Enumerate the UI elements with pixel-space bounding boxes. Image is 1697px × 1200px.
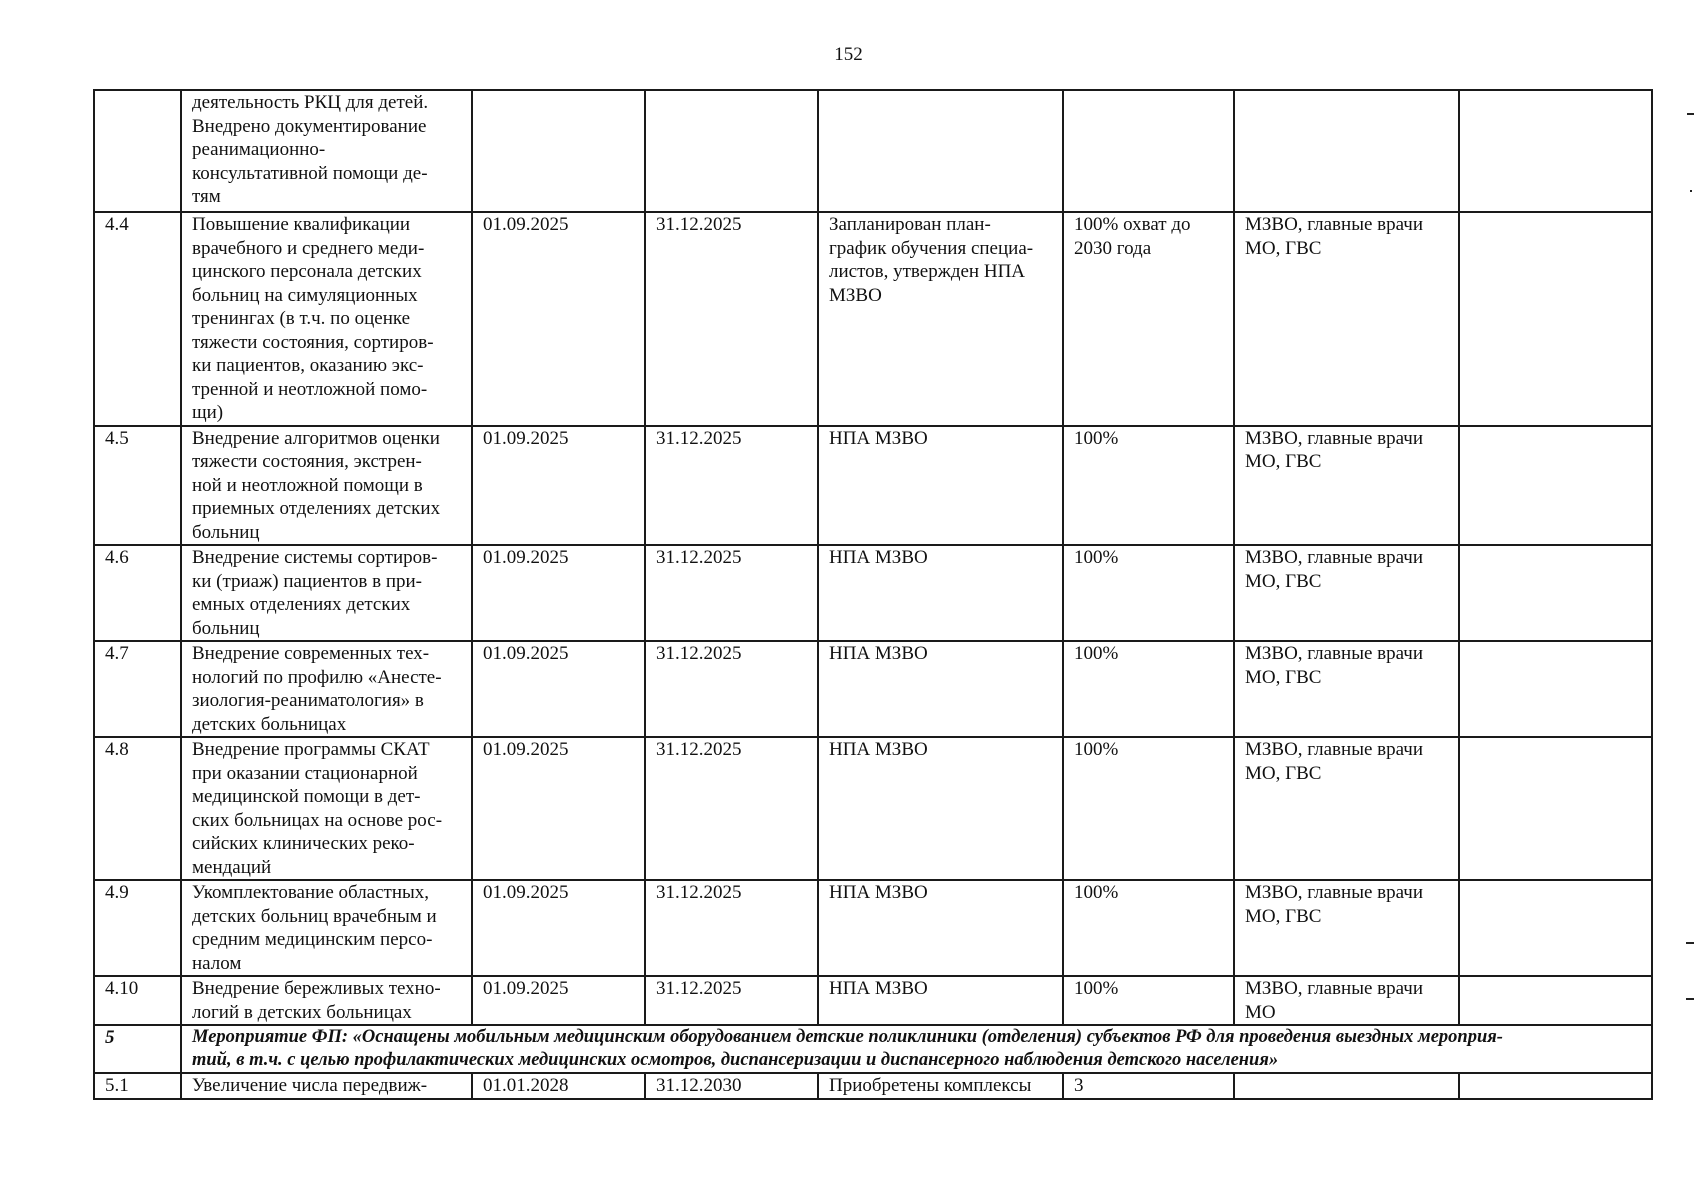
section-title-line: тий, в т.ч. с целью профилактических медицинских осмотров, диспансеризации и диспансерного наблюдения детского населения» (192, 1050, 1279, 1070)
section-title-line: Мероприятие ФП: «Оснащены мобильным медицинским оборудованием детские поликлиники (отделения) субъектов РФ для проведения выездных мероприя- (192, 1027, 1503, 1047)
start-date: 01.09.2025 (472, 545, 645, 641)
responsible (1234, 545, 1459, 641)
responsible (1234, 737, 1459, 880)
measure-name-line: ских больницах на основе рос- (192, 809, 443, 831)
measure-name-line: средним медицинским персо- (192, 929, 433, 950)
result-line: НПА МЗВО (829, 547, 928, 568)
responsible-line: МЗВО, главные врачи (1245, 739, 1424, 760)
responsible-line: МЗВО, главные врачи (1245, 427, 1424, 449)
measure-name-line: приемных отделениях детских (192, 498, 441, 519)
result-line: НПА МЗВО (829, 427, 928, 449)
responsible-line: МЗВО, главные врачи (1245, 214, 1424, 235)
note (1459, 426, 1652, 546)
indicator (1063, 976, 1234, 1025)
measure-name-line: Внедрение системы сортиров- (192, 547, 438, 568)
measure-name-line: зиология-реаниматология» в (192, 690, 424, 711)
end-date: 31.12.2025 (645, 737, 818, 880)
measure-name-line: тяжести состояния, сортиров- (192, 331, 434, 353)
table-row (94, 1073, 1652, 1099)
note (1459, 880, 1652, 976)
row-number: 4.10 (94, 976, 181, 1025)
row-number: 5.1 (94, 1073, 181, 1099)
indicator-line: 100% (1074, 427, 1119, 449)
indicator (1063, 212, 1234, 426)
end-date: 31.12.2025 (645, 976, 818, 1025)
measure-name-line: больниц (192, 521, 260, 543)
note (1459, 90, 1652, 212)
indicator-line: 100% (1074, 978, 1119, 999)
indicator-line: 3 (1074, 1075, 1084, 1096)
start-date: 01.09.2025 (472, 880, 645, 976)
measure-name-line: медицинской помощи в дет- (192, 786, 421, 807)
end-date: 31.12.2030 (645, 1073, 818, 1099)
indicator-line: 100% охват до (1074, 214, 1191, 235)
end-date (645, 90, 818, 212)
measure-name (181, 90, 472, 212)
scan-mark (1690, 190, 1692, 192)
result (818, 976, 1063, 1025)
measure-name-line: мендаций (192, 856, 272, 878)
measure-name-line: тренной и неотложной помо- (192, 378, 428, 400)
measure-name-line: Внедрение программы СКАТ (192, 739, 430, 760)
table-row (94, 212, 1652, 426)
end-date: 31.12.2025 (645, 641, 818, 737)
measure-name-line: тяжести состояния, экстрен- (192, 451, 422, 472)
measure-name-line: консультативной помощи де- (192, 162, 428, 184)
start-date (472, 90, 645, 212)
indicator (1063, 90, 1234, 212)
measure-name-line: тям (192, 186, 221, 207)
responsible-line: МО, ГВС (1245, 570, 1322, 592)
measure-name-line: при оказании стационарной (192, 762, 418, 784)
measure-name-line: Внедрение алгоритмов оценки (192, 427, 440, 449)
indicator (1063, 880, 1234, 976)
responsible (1234, 641, 1459, 737)
table-row (94, 90, 1652, 212)
row-number: 4.9 (94, 880, 181, 976)
start-date: 01.09.2025 (472, 641, 645, 737)
measure-name (181, 1073, 472, 1099)
measure-name-line: Укомплектование областных, (192, 882, 430, 903)
row-number: 4.8 (94, 737, 181, 880)
result-line: НПА МЗВО (829, 643, 928, 664)
indicator-line: 100% (1074, 547, 1119, 568)
responsible (1234, 1073, 1459, 1099)
measure-name-line: врачебного и среднего меди- (192, 237, 425, 259)
table-row (94, 880, 1652, 976)
row-number: 4.7 (94, 641, 181, 737)
result-line: Запланирован план- (829, 214, 991, 235)
result-line: Приобретены комплексы (829, 1075, 1032, 1096)
responsible-line: МО, ГВС (1245, 762, 1322, 784)
measure-name-line: тренингах (в т.ч. по оценке (192, 308, 411, 329)
measure-name-line: емных отделениях детских (192, 594, 411, 615)
indicator-line: 100% (1074, 882, 1119, 903)
responsible-line: МЗВО, главные врачи (1245, 643, 1424, 664)
indicator (1063, 426, 1234, 546)
responsible-line: МЗВО, главные врачи (1245, 978, 1424, 999)
responsible-line: МО (1245, 1001, 1276, 1023)
plan-table (93, 89, 1653, 1100)
note (1459, 976, 1652, 1025)
measure-name-line: Внедрение бережливых техно- (192, 978, 441, 999)
indicator-line: 2030 года (1074, 237, 1152, 259)
result (818, 212, 1063, 426)
note (1459, 1073, 1652, 1099)
start-date: 01.09.2025 (472, 976, 645, 1025)
note (1459, 737, 1652, 880)
measure-name-line: нологий по профилю «Анесте- (192, 666, 442, 688)
section-number: 5 (94, 1025, 181, 1073)
measure-name (181, 641, 472, 737)
section-row (94, 1025, 1652, 1073)
measure-name-line: щи) (192, 402, 224, 423)
measure-name-line: Внедрено документирование (192, 115, 427, 137)
result (818, 1073, 1063, 1099)
measure-name (181, 545, 472, 641)
end-date: 31.12.2025 (645, 545, 818, 641)
table-row (94, 737, 1652, 880)
measure-name-line: Увеличение числа передвиж- (192, 1075, 428, 1096)
responsible (1234, 426, 1459, 546)
measure-name-line: Внедрение современных тех- (192, 643, 430, 664)
row-number (94, 90, 181, 212)
indicator (1063, 737, 1234, 880)
measure-name-line: деятельность РКЦ для детей. (192, 92, 429, 113)
note (1459, 641, 1652, 737)
scan-mark (1686, 998, 1694, 1000)
measure-name-line: налом (192, 952, 242, 974)
measure-name-line: ки (триаж) пациентов в при- (192, 570, 423, 592)
row-number: 4.4 (94, 212, 181, 426)
start-date: 01.01.2028 (472, 1073, 645, 1099)
responsible-line: МО, ГВС (1245, 905, 1322, 927)
responsible (1234, 880, 1459, 976)
responsible-line: МО, ГВС (1245, 451, 1322, 472)
measure-name-line: сийских клинических реко- (192, 833, 415, 854)
measure-name (181, 737, 472, 880)
scan-mark (1687, 113, 1694, 115)
result-line: график обучения специа- (829, 237, 1034, 259)
result-line: НПА МЗВО (829, 882, 928, 903)
indicator (1063, 1073, 1234, 1099)
responsible-line: МО, ГВС (1245, 237, 1322, 259)
measure-name-line: ной и неотложной помощи в (192, 474, 423, 496)
result-line: МЗВО (829, 284, 882, 306)
measure-name-line: реанимационно- (192, 139, 326, 160)
start-date: 01.09.2025 (472, 426, 645, 546)
measure-name (181, 976, 472, 1025)
start-date: 01.09.2025 (472, 737, 645, 880)
note (1459, 212, 1652, 426)
measure-name-line: больниц (192, 617, 260, 639)
result (818, 545, 1063, 641)
measure-name-line: ки пациентов, оказанию экс- (192, 355, 424, 376)
measure-name (181, 880, 472, 976)
indicator (1063, 641, 1234, 737)
responsible-line: МЗВО, главные врачи (1245, 882, 1424, 903)
row-number: 4.5 (94, 426, 181, 546)
responsible-line: МО, ГВС (1245, 666, 1322, 688)
measure-name (181, 426, 472, 546)
table-row (94, 426, 1652, 546)
measure-name-line: детских больницах (192, 713, 347, 735)
result-line: НПА МЗВО (829, 978, 928, 999)
indicator-line: 100% (1074, 739, 1119, 760)
result (818, 880, 1063, 976)
scan-mark (1686, 942, 1694, 944)
indicator-line: 100% (1074, 643, 1119, 664)
measure-name (181, 212, 472, 426)
row-number: 4.6 (94, 545, 181, 641)
table-row (94, 545, 1652, 641)
result (818, 426, 1063, 546)
responsible (1234, 212, 1459, 426)
end-date: 31.12.2025 (645, 426, 818, 546)
result (818, 737, 1063, 880)
note (1459, 545, 1652, 641)
table-row (94, 976, 1652, 1025)
measure-name-line: детских больниц врачебным и (192, 905, 437, 927)
page-number: 152 (834, 44, 863, 65)
indicator (1063, 545, 1234, 641)
result-line: листов, утвержден НПА (829, 261, 1026, 282)
measure-name-line: цинского персонала детских (192, 261, 422, 282)
measure-name-line: Повышение квалификации (192, 214, 411, 235)
measure-name-line: больниц на симуляционных (192, 284, 418, 306)
table-row (94, 641, 1652, 737)
responsible (1234, 90, 1459, 212)
end-date: 31.12.2025 (645, 212, 818, 426)
section-title (181, 1025, 1652, 1073)
end-date: 31.12.2025 (645, 880, 818, 976)
result-line: НПА МЗВО (829, 739, 928, 760)
start-date: 01.09.2025 (472, 212, 645, 426)
measure-name-line: логий в детских больницах (192, 1001, 412, 1023)
responsible (1234, 976, 1459, 1025)
responsible-line: МЗВО, главные врачи (1245, 547, 1424, 568)
result (818, 641, 1063, 737)
result (818, 90, 1063, 212)
